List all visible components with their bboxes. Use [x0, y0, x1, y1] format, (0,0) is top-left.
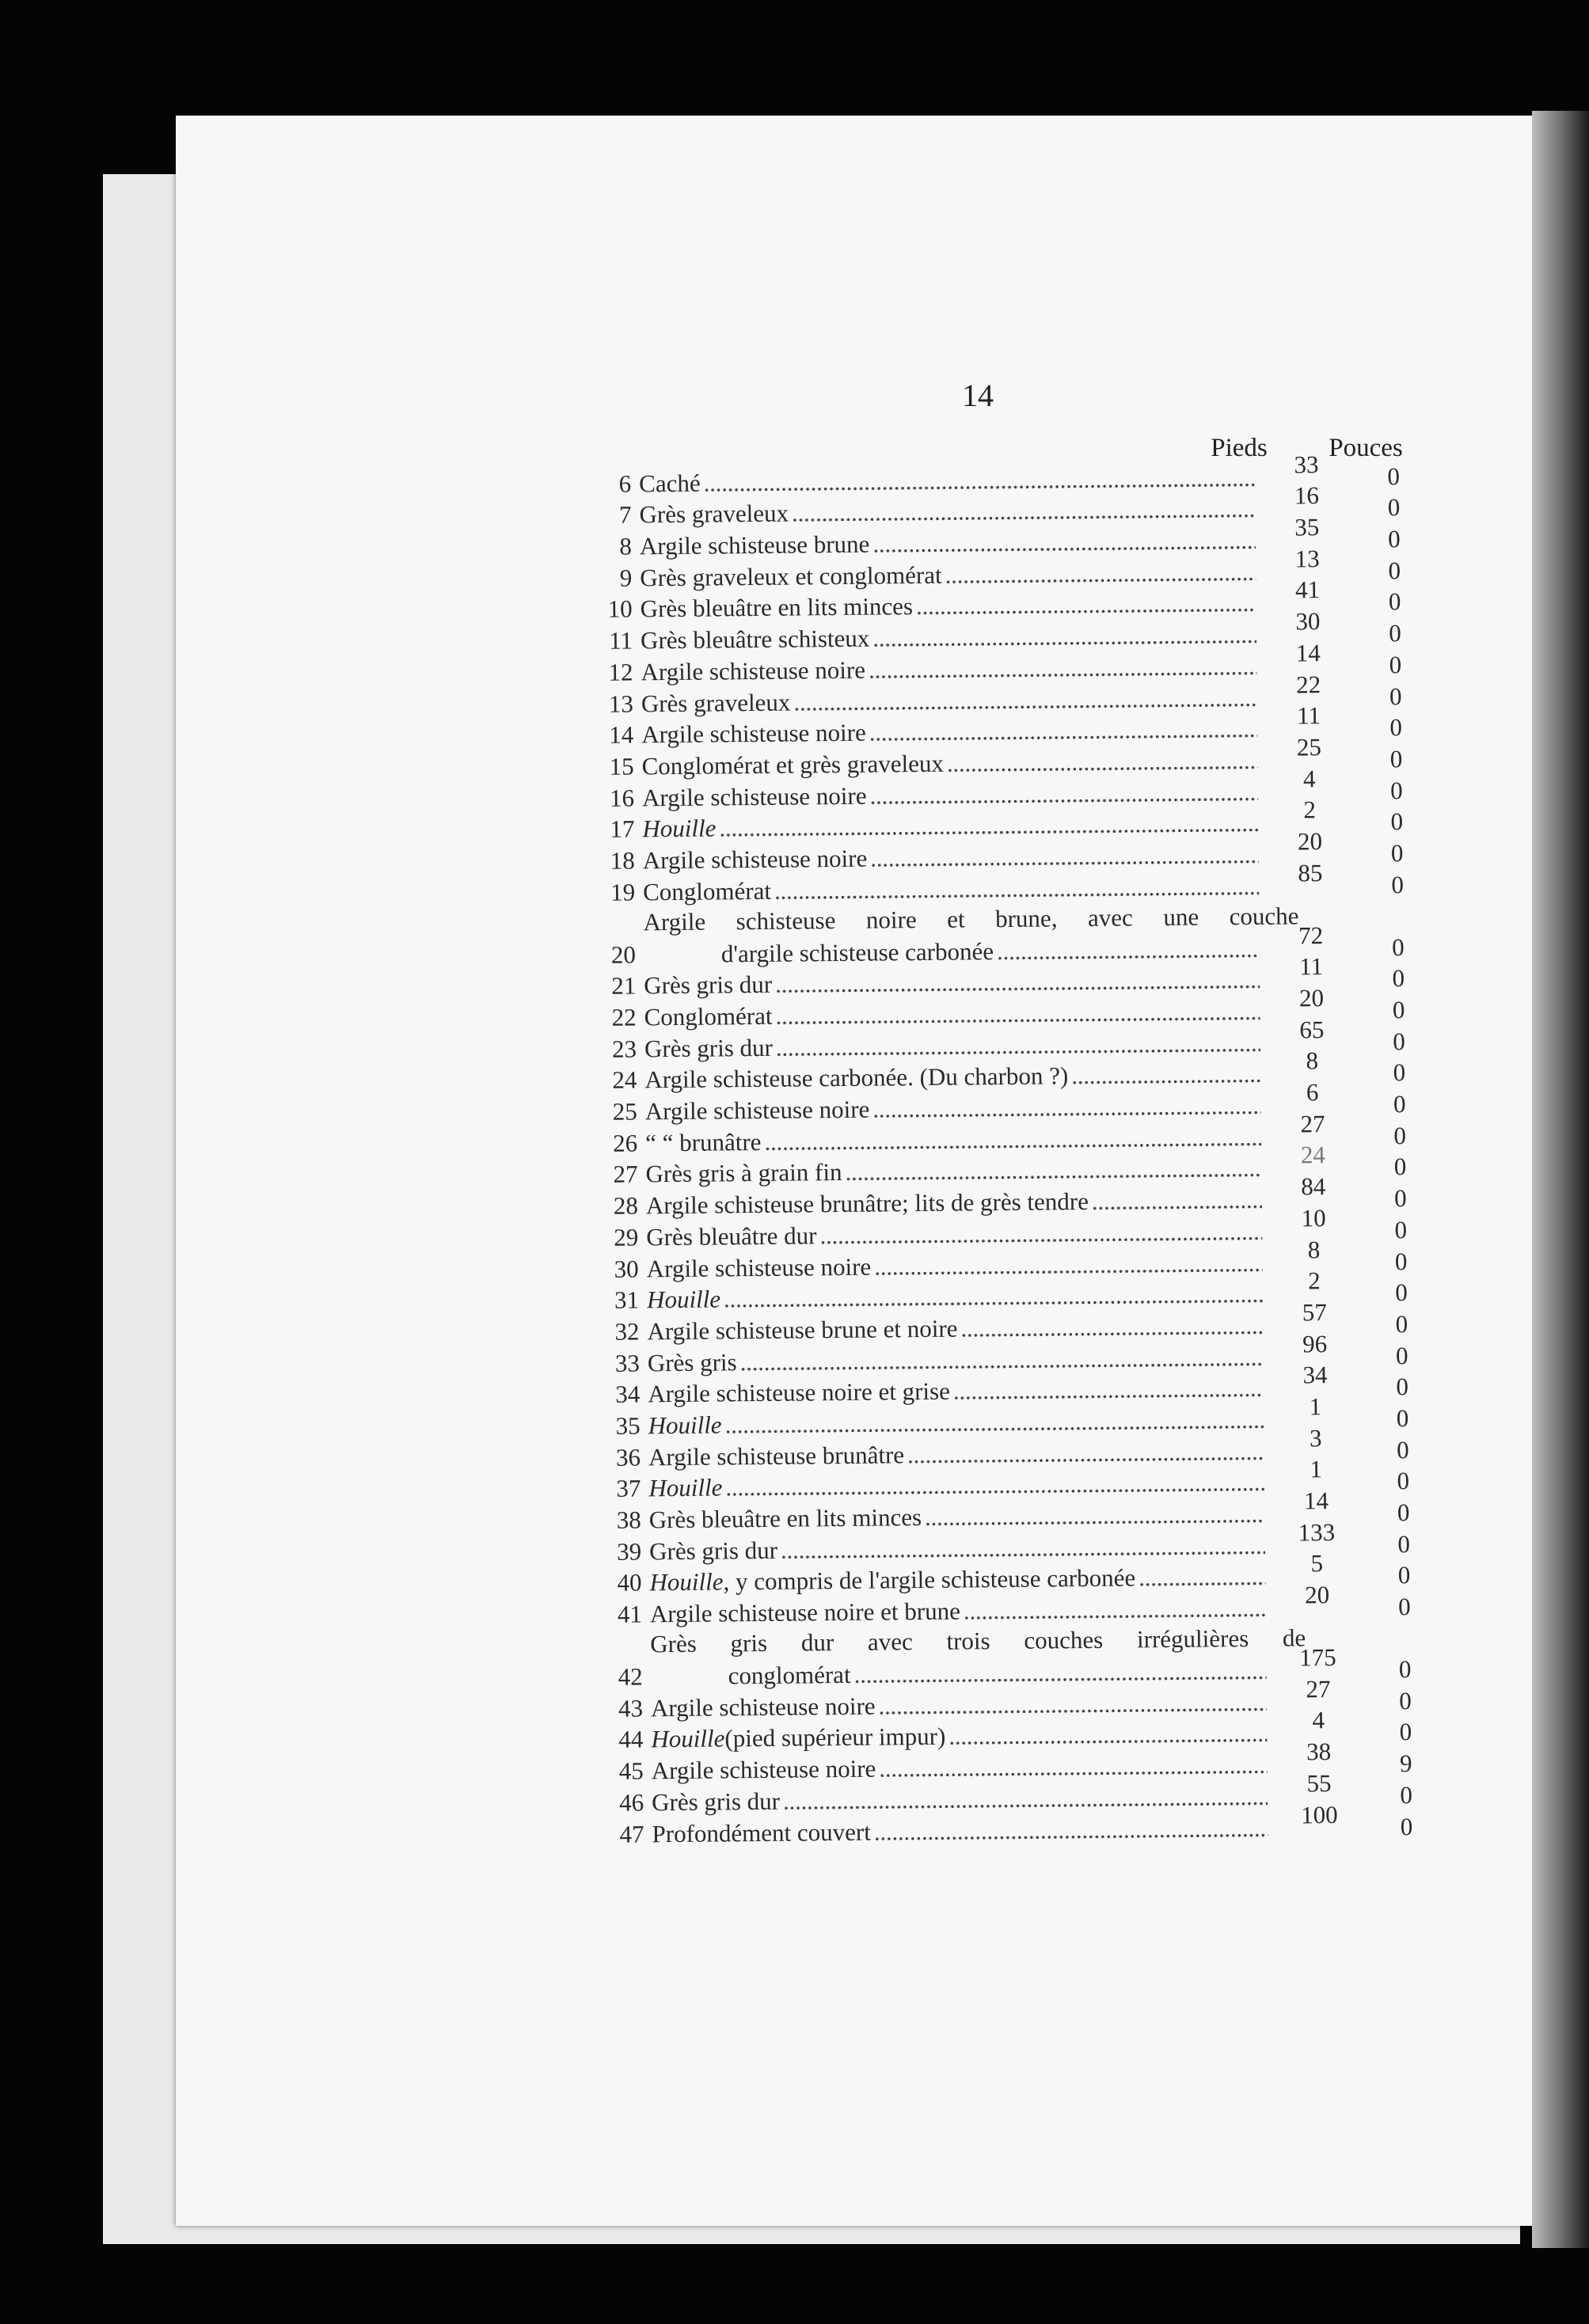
dot-leader [874, 1813, 1268, 1846]
layer-description-text: Argile schisteuse brunâtre [648, 1440, 905, 1471]
layer-description [649, 1532, 1265, 1566]
dot-leader [869, 777, 1258, 810]
layer-number: 28 [613, 1191, 639, 1220]
pieds-value: 20 [1305, 1581, 1330, 1609]
column-header-pieds: Pieds [1211, 434, 1268, 462]
layer-description [645, 1092, 1261, 1126]
layer-number: 33 [614, 1349, 641, 1377]
layer-description-text: Caché [639, 469, 701, 498]
layer-description-text: , y compris de l'argile schisteuse carbonée [723, 1563, 1136, 1596]
layer-number: 30 [614, 1254, 639, 1283]
pieds-value: 27 [1300, 1109, 1325, 1138]
dot-leader [948, 1719, 1267, 1751]
layer-description-text: “ “ brunâtre [645, 1127, 762, 1157]
dot-leader [997, 935, 1260, 966]
pouces-value: 0 [1397, 1561, 1411, 1589]
pouces-value: 0 [1395, 1341, 1408, 1369]
pouces-value: 0 [1400, 1780, 1413, 1809]
layer-description [644, 997, 1260, 1031]
pouces-value: 0 [1390, 839, 1404, 868]
layer-number: 34 [615, 1380, 641, 1408]
dot-leader [819, 1217, 1262, 1250]
pieds-value: 14 [1303, 1487, 1329, 1515]
layer-number: 8 [619, 532, 633, 560]
pouces-value: 0 [1395, 1278, 1408, 1307]
page-number: 14 [962, 378, 994, 413]
layer-description [642, 809, 1258, 843]
layer-description [639, 464, 1255, 498]
dot-leader [872, 1092, 1261, 1124]
layer-description-text: Grès gris dur [648, 1536, 778, 1566]
dot-leader [879, 1751, 1268, 1783]
pouces-value: 0 [1390, 807, 1404, 836]
layer-number: 10 [607, 594, 633, 624]
layer-number: 14 [609, 720, 634, 749]
layer-description-text: Grès gris dur [644, 1033, 774, 1063]
strata-table [590, 450, 1450, 1851]
dot-leader [878, 1688, 1267, 1721]
pieds-value: 55 [1306, 1768, 1332, 1798]
pieds-value: 33 [1294, 450, 1319, 479]
layer-number: 7 [618, 500, 632, 530]
layer-description [641, 715, 1257, 749]
pouces-value: 0 [1391, 932, 1405, 961]
layer-description [639, 495, 1255, 529]
layer-number: 40 [617, 1568, 642, 1597]
pieds-value: 41 [1294, 575, 1321, 604]
pieds-value: 5 [1310, 1549, 1324, 1578]
layer-description-text: Houille [646, 1285, 721, 1314]
dot-leader [960, 1312, 1263, 1343]
pieds-value: 85 [1298, 858, 1323, 887]
layer-number: 31 [614, 1285, 640, 1314]
dot-leader [725, 1468, 1264, 1502]
layer-number: 32 [614, 1317, 640, 1346]
dot-leader [793, 683, 1257, 716]
pieds-value: 35 [1294, 513, 1320, 541]
layer-description-text: Grès graveleux et conglomérat [640, 560, 942, 592]
layer-description-text: Conglomérat et grès graveleux [641, 749, 945, 780]
dot-leader [872, 621, 1256, 653]
pouces-value: 0 [1389, 682, 1402, 710]
pouces-value: 0 [1389, 650, 1402, 679]
dot-leader [907, 1437, 1264, 1469]
pouces-value: 0 [1390, 776, 1403, 804]
dot-leader [792, 495, 1256, 528]
pieds-value: 1 [1309, 1392, 1322, 1421]
dot-leader [916, 589, 1256, 621]
layer-description [647, 1248, 1263, 1282]
layer-description [728, 1657, 1266, 1691]
layer-description-text: Grès gris à grain fin [645, 1158, 842, 1188]
dot-leader [1139, 1563, 1266, 1593]
layer-description-line1: Argile schisteuse noire et brune, avec une couche [643, 902, 1299, 936]
layer-description [644, 1060, 1260, 1094]
layer-number: 27 [613, 1160, 638, 1189]
pieds-value: 38 [1306, 1737, 1332, 1766]
layer-description-text: Argile schisteuse noire [642, 844, 868, 875]
pieds-value: 4 [1302, 764, 1316, 792]
pieds-value: 27 [1306, 1674, 1331, 1703]
layer-number: 16 [609, 784, 635, 812]
layer-description-text: conglomérat [728, 1660, 851, 1690]
dot-leader [724, 1280, 1263, 1314]
layer-description [641, 621, 1256, 655]
layer-number: 9 [619, 564, 633, 592]
pieds-value: 57 [1302, 1297, 1327, 1327]
dot-leader [783, 1783, 1268, 1816]
pouces-value: 0 [1393, 1184, 1407, 1213]
layer-number: 19 [610, 878, 636, 906]
layer-description-text: Argile schisteuse brunâtre; lits de grès tendre [645, 1187, 1089, 1220]
pieds-value: 84 [1301, 1172, 1326, 1201]
dot-leader [869, 652, 1257, 685]
pouces-value: 0 [1397, 1467, 1410, 1495]
dot-leader [775, 966, 1260, 999]
layer-number: 12 [608, 658, 633, 686]
pouces-value: 0 [1397, 1498, 1410, 1527]
dot-leader [945, 558, 1256, 590]
pouces-value: 0 [1393, 1153, 1407, 1181]
pouces-value: 0 [1387, 525, 1401, 553]
layer-description-text: Grès graveleux [639, 499, 789, 529]
layer-description [650, 1594, 1266, 1628]
layer-description-text: Argile schisteuse noire et brune [649, 1597, 961, 1628]
layer-number: 26 [613, 1129, 638, 1157]
pieds-value: 133 [1298, 1517, 1336, 1547]
layer-description-text: Grès gris [647, 1347, 737, 1377]
pieds-value: 30 [1295, 607, 1321, 636]
layer-description [640, 526, 1256, 560]
column-header-pouces: Pouces [1329, 434, 1403, 462]
layer-description-italic: Houille [651, 1724, 725, 1753]
dot-leader [872, 526, 1256, 559]
dot-leader [947, 746, 1258, 778]
pieds-value: 6 [1306, 1078, 1319, 1107]
pouces-value: 0 [1393, 1027, 1405, 1055]
pieds-value: 22 [1295, 670, 1321, 698]
layer-number: 39 [616, 1537, 642, 1566]
pieds-value: 100 [1300, 1800, 1338, 1828]
pieds-value: 24 [1300, 1141, 1326, 1169]
layer-description [643, 841, 1259, 875]
layer-description-text: (pied supérieur impur) [724, 1722, 946, 1752]
pieds-value: 8 [1306, 1046, 1319, 1075]
layer-description [646, 1217, 1262, 1251]
layer-description-text: Grès gris dur [652, 1787, 781, 1817]
pouces-value: 0 [1389, 745, 1403, 773]
layer-number: 22 [611, 1003, 637, 1031]
layer-description [649, 1563, 1265, 1597]
layer-description [647, 1280, 1263, 1314]
layer-number: 18 [610, 846, 635, 875]
layer-number: 24 [612, 1065, 637, 1095]
layer-description-line1: Grès gris dur avec trois couches irrégulières de [650, 1623, 1306, 1658]
layer-description [644, 966, 1260, 1000]
pieds-value: 8 [1307, 1235, 1321, 1263]
layer-number: 42 [618, 1662, 643, 1691]
pouces-value: 0 [1388, 587, 1401, 616]
layer-description-text: Argile schisteuse noire [651, 1754, 876, 1785]
layer-number: 23 [611, 1035, 637, 1063]
dot-leader [870, 841, 1259, 873]
layer-description-text: Grès graveleux [641, 688, 791, 717]
layer-number: 20 [610, 940, 637, 969]
pieds-value: 16 [1294, 481, 1320, 510]
layer-description-text: Argile schisteuse noire [646, 1252, 872, 1282]
dot-leader [853, 1657, 1266, 1689]
layer-number: 35 [615, 1411, 641, 1440]
layer-description-text: Argile schisteuse noire [641, 718, 866, 749]
layer-number: 45 [618, 1756, 644, 1785]
dot-leader [724, 1406, 1264, 1440]
layer-description-text: Profondément couvert [652, 1817, 872, 1847]
layer-description [649, 1500, 1265, 1534]
layer-description-text: Conglomérat [644, 1001, 773, 1031]
pouces-value: 0 [1400, 1812, 1413, 1840]
layer-number: 6 [618, 469, 632, 498]
dot-leader [764, 1123, 1261, 1156]
layer-description-text: Argile schisteuse carbonée. (Du charbon ?) [644, 1061, 1069, 1094]
layer-description [648, 1374, 1264, 1408]
layer-description [651, 1688, 1267, 1722]
layer-number: 46 [619, 1788, 644, 1817]
pieds-value: 3 [1309, 1423, 1322, 1452]
layer-number: 36 [615, 1443, 641, 1471]
pieds-value: 25 [1296, 733, 1322, 761]
layer-description [641, 652, 1256, 686]
layer-description-text: Argile schisteuse brune et noire [647, 1314, 958, 1346]
pieds-value: 20 [1298, 984, 1325, 1012]
pouces-value: 0 [1397, 1593, 1411, 1621]
layer-description [648, 1342, 1264, 1377]
layer-number: 44 [618, 1725, 644, 1754]
pieds-value: 20 [1297, 827, 1323, 856]
pieds-value: 4 [1312, 1706, 1325, 1734]
pouces-value: 0 [1393, 1090, 1406, 1118]
layer-description-text: Houille [648, 1411, 722, 1440]
layer-description [648, 1437, 1264, 1471]
layer-description-text: Conglomérat [642, 876, 772, 906]
layer-description [721, 935, 1260, 969]
layer-description [647, 1312, 1263, 1346]
pouces-value: 9 [1399, 1749, 1412, 1778]
pieds-value: 96 [1302, 1329, 1328, 1358]
pouces-value: 0 [1397, 1435, 1409, 1464]
pouces-value: 0 [1391, 870, 1405, 898]
layer-description-text: Grès bleuâtre dur [646, 1221, 817, 1251]
layer-description [643, 872, 1259, 906]
pouces-value: 0 [1392, 996, 1405, 1024]
dot-leader [1092, 1186, 1262, 1216]
page-stack-edge [1532, 111, 1589, 2248]
layer-description-text: d'argile schisteuse carbonée [720, 936, 994, 968]
layer-number: 38 [616, 1506, 641, 1534]
pieds-value: 34 [1302, 1361, 1328, 1389]
pouces-value: 0 [1398, 1655, 1412, 1684]
dot-leader [775, 997, 1260, 1031]
pouces-value: 0 [1394, 1247, 1408, 1275]
layer-description [641, 589, 1256, 623]
pouces-value: 0 [1397, 1529, 1411, 1558]
layer-description-text: Argile schisteuse noire [650, 1692, 876, 1722]
dot-leader [964, 1594, 1266, 1626]
dot-leader [845, 1154, 1261, 1187]
pieds-value: 72 [1298, 921, 1324, 950]
pieds-value: 2 [1307, 1266, 1321, 1295]
layer-description [645, 1123, 1261, 1157]
layer-description [645, 1154, 1261, 1188]
pouces-value: 0 [1389, 619, 1401, 647]
layer-number: 37 [616, 1474, 641, 1503]
layer-description [652, 1751, 1268, 1785]
dot-leader [719, 809, 1258, 843]
layer-description-text: Houille [642, 814, 717, 843]
pouces-value: 0 [1395, 1310, 1408, 1339]
dot-leader [869, 715, 1258, 747]
layer-number: 41 [617, 1600, 643, 1628]
layer-description-text: Argile schisteuse noire et grise [648, 1377, 951, 1408]
pouces-value: 0 [1399, 1718, 1412, 1746]
layer-description-text: Grès gris dur [644, 970, 773, 1000]
dot-leader [1071, 1060, 1261, 1090]
pieds-value: 10 [1301, 1203, 1326, 1232]
layer-description-text: Grès bleuâtre en lits minces [640, 592, 914, 623]
pieds-value: 11 [1296, 701, 1321, 730]
layer-description [652, 1783, 1268, 1817]
layer-description [641, 746, 1257, 780]
layer-description-text: Argile schisteuse brune [639, 530, 870, 560]
pieds-value: 175 [1299, 1643, 1336, 1672]
layer-description [641, 683, 1257, 717]
pouces-value: 0 [1392, 964, 1405, 993]
pouces-value: 0 [1387, 493, 1401, 522]
layer-description-italic: Houille [649, 1567, 724, 1597]
pouces-value: 0 [1394, 1215, 1408, 1244]
layer-description [642, 777, 1258, 811]
layer-number: 29 [614, 1223, 639, 1251]
pouces-value: 0 [1387, 461, 1401, 491]
layer-number: 43 [618, 1694, 644, 1722]
pouces-value: 0 [1396, 1404, 1409, 1433]
layer-description [651, 1719, 1267, 1753]
layer-description [646, 1186, 1262, 1220]
dot-leader [774, 872, 1259, 906]
dot-leader [781, 1532, 1265, 1565]
pouces-value: 0 [1393, 1058, 1406, 1087]
pieds-value: 1 [1310, 1455, 1323, 1483]
dot-leader [776, 1029, 1260, 1062]
layer-description-text: Houille [648, 1473, 723, 1502]
layer-description [648, 1468, 1264, 1502]
layer-description-text: Grès bleuâtre en lits minces [648, 1503, 922, 1534]
layer-description [640, 558, 1256, 592]
layer-description-text: Argile schisteuse noire [641, 781, 867, 811]
dot-leader [953, 1374, 1264, 1406]
pieds-value: 11 [1298, 952, 1324, 981]
pieds-value: 65 [1299, 1015, 1325, 1044]
dot-leader [925, 1500, 1265, 1532]
pouces-value: 0 [1388, 556, 1401, 585]
layer-number: 25 [612, 1097, 637, 1126]
pieds-value: 14 [1295, 638, 1321, 667]
pouces-value: 0 [1393, 1121, 1407, 1150]
pouces-value: 0 [1389, 713, 1403, 742]
pieds-value: 2 [1303, 796, 1317, 824]
layer-description [652, 1813, 1268, 1847]
dot-leader [703, 464, 1255, 498]
layer-number: 17 [610, 815, 635, 844]
layer-number: 15 [609, 752, 634, 780]
pouces-value: 0 [1396, 1373, 1409, 1401]
dot-leader [739, 1342, 1264, 1376]
layer-description [644, 1029, 1260, 1063]
layer-number: 13 [608, 689, 634, 718]
layer-description-text: Argile schisteuse noire [641, 655, 866, 686]
pieds-value: 13 [1294, 544, 1320, 573]
layer-description-text: Argile schisteuse noire [644, 1095, 870, 1126]
layer-number: 21 [611, 971, 637, 1001]
layer-number: 47 [619, 1819, 644, 1848]
pouces-value: 0 [1399, 1686, 1412, 1715]
layer-description [648, 1406, 1264, 1440]
layer-number: 11 [609, 626, 633, 655]
layer-description-text: Grès bleuâtre schisteux [640, 624, 870, 655]
dot-leader [874, 1248, 1263, 1281]
